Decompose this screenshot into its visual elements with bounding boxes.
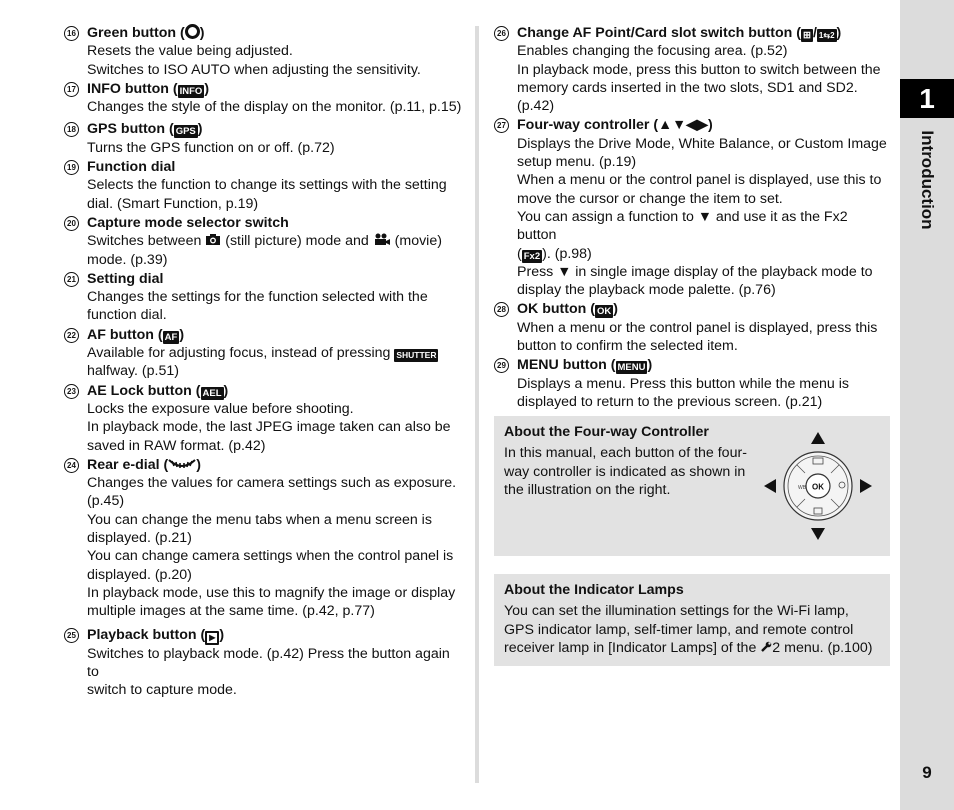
wrench-icon — [760, 641, 772, 653]
entry-28: 28 OK button ( OK ) When a menu or the control panel is displayed, press this button to confirm the selected item. — [494, 300, 890, 355]
entry-title: GPS button ( GPS ) — [87, 121, 203, 138]
down-arrow-icon: ▼ — [557, 263, 572, 280]
note-text: You can set the illumination settings for the Wi-Fi lamp, GPS indicator lamp, self-timer lamp, and remote control receiver lamp in [Indicator Lamps] of the 2 menu. (p.100) — [504, 603, 873, 656]
four-way-controller-illustration — [758, 426, 878, 546]
right-column — [494, 24, 890, 412]
entry-18: 18 GPS button ( GPS ) Turns the GPS function on or off. (p.72) — [64, 120, 464, 157]
note-title: About the Indicator Lamps — [504, 582, 684, 598]
gps-button-icon: GPS — [175, 126, 196, 138]
item-number: 29 — [494, 358, 509, 373]
entry-title: Setting dial — [87, 270, 164, 287]
entry-20: 20 Capture mode selector switch Switches between (still picture) mode and (movie) mode. (p.39) — [64, 214, 464, 269]
entry-21: 21 Setting dial Changes the settings for the function selected with the function dial. — [64, 270, 464, 325]
item-number: 26 — [494, 26, 509, 41]
ok-button-icon: OK — [597, 306, 612, 318]
entry-25: 25 Playback button ( ▶ ) Switches to playback mode. (p.42) Press the button again to switch to capture mode. — [64, 626, 464, 700]
item-number: 24 — [64, 458, 79, 473]
info-button-icon: INFO — [179, 85, 203, 97]
item-number: 23 — [64, 384, 79, 399]
item-number: 16 — [64, 26, 79, 41]
entry-title: Function dial — [87, 159, 176, 176]
entry-title: INFO button ( INFO ) — [87, 80, 210, 97]
entry-17: 17 INFO button ( INFO ) Changes the style of the display on the monitor. (p.11, p.15) — [64, 80, 464, 117]
shutter-button-icon: SHUTTER — [396, 350, 437, 361]
item-number: 22 — [64, 328, 79, 343]
item-number: 27 — [494, 118, 509, 133]
green-button-icon — [185, 24, 200, 39]
movie-icon — [373, 233, 391, 246]
note-title: About the Four-way Controller — [504, 424, 709, 440]
ok-label: OK — [812, 482, 824, 492]
entry-26: 26 Change AF Point/Card slot switch button ( ⊞ / 1⇆2 ) Enables changing the focusing area. (p.52) In playback mode, press this button to switch between the memory cards inserted in the two slots, SD1 and SD2. (p.42) — [494, 24, 890, 115]
indicator-lamps-note — [494, 574, 890, 666]
note-text: In this manual, each button of the four-way controller is indicated as shown in the illustration on the right. — [504, 445, 747, 498]
item-number: 18 — [64, 122, 79, 137]
four-way-controller-note — [494, 416, 890, 556]
item-number: 28 — [494, 302, 509, 317]
right-arrow-icon — [860, 479, 872, 493]
entry-title: AE Lock button ( AEL ) — [87, 382, 229, 399]
page-number: 9 — [922, 763, 932, 782]
playback-button-icon: ▶ — [205, 631, 219, 645]
entry-title: Change AF Point/Card slot switch button ( ⊞ / 1⇆2 ) — [517, 25, 842, 41]
af-button-icon: AF — [164, 331, 178, 343]
left-column — [64, 24, 464, 700]
item-number: 20 — [64, 216, 79, 231]
entry-title: Rear e-dial ( ) — [87, 456, 201, 473]
chapter-number: 1 — [900, 79, 954, 118]
item-number: 21 — [64, 272, 79, 287]
entry-19: 19 Function dial Selects the function to change its settings with the setting dial. (Smart Function, p.19) — [64, 158, 464, 213]
item-number: 19 — [64, 160, 79, 175]
entry-27: 27 Four-way controller (▲▼◀▶) Displays the Drive Mode, White Balance, or Custom Image setup menu. (p.19) When a menu or the control panel is displayed, use this to move the cursor or change the item to set. You can assign a function to ▼ and use it as the Fx2 button ( Fx2 ). (p.98) Press ▼ in single image display of the playback mode to display the playback mode palette. (p.76) — [494, 116, 890, 299]
card-slot-icon: 1⇆2 — [818, 31, 835, 40]
rear-e-dial-icon — [168, 458, 196, 470]
entry-title: Capture mode selector switch — [87, 214, 289, 231]
entry-29: 29 MENU button ( MENU ) Displays a menu. Press this button while the menu is displayed to return to the previous screen. (p.21) — [494, 356, 890, 411]
camera-icon — [205, 233, 221, 246]
entry-23: 23 AE Lock button ( AEL ) Locks the exposure value before shooting. In playback mode, the last JPEG image taken can also be saved in RAW format. (p.42) — [64, 382, 464, 455]
entry-24: 24 Rear e-dial ( ) Changes the values for camera settings such as exposure. (p.45) You can change the menu tabs when a menu screen is displayed. (p.21) You can change camera settings when the control panel is displayed. (p.20) In playback mode, use this to magnify the image or display multiple images at the same time. (p.42, p.77) — [64, 456, 464, 621]
entry-title: Four-way controller (▲▼◀▶) — [517, 117, 713, 134]
ae-lock-icon: AEL — [202, 387, 222, 399]
down-arrow-icon: ▼ — [697, 208, 712, 225]
down-arrow-icon — [811, 528, 825, 540]
item-number: 25 — [64, 628, 79, 643]
chapter-title: Introduction — [918, 130, 938, 230]
entry-title: MENU button ( MENU ) — [517, 357, 653, 374]
entry-title: AF button ( AF ) — [87, 326, 185, 343]
left-arrow-icon — [764, 479, 776, 493]
up-arrow-icon — [811, 432, 825, 444]
fx2-icon: Fx2 — [523, 250, 541, 262]
entry-title: Green button ( ) — [87, 25, 205, 41]
af-point-icon: ⊞ — [803, 30, 811, 41]
entry-title: OK button ( OK ) — [517, 301, 618, 318]
entry-title: Playback button ( ▶ ) — [87, 626, 225, 643]
wb-icon: WB — [798, 485, 807, 491]
chapter-sidebar — [900, 0, 954, 810]
entry-22: 22 AF button ( AF ) Available for adjusting focus, instead of pressing SHUTTER halfway. (p.51) — [64, 326, 464, 381]
menu-button-icon: MENU — [617, 362, 646, 374]
item-number: 17 — [64, 82, 79, 97]
entry-16: 16 Green button ( ) Resets the value being adjusted. Switches to ISO AUTO when adjusting the sensitivity. — [64, 24, 464, 79]
column-divider — [475, 26, 479, 783]
